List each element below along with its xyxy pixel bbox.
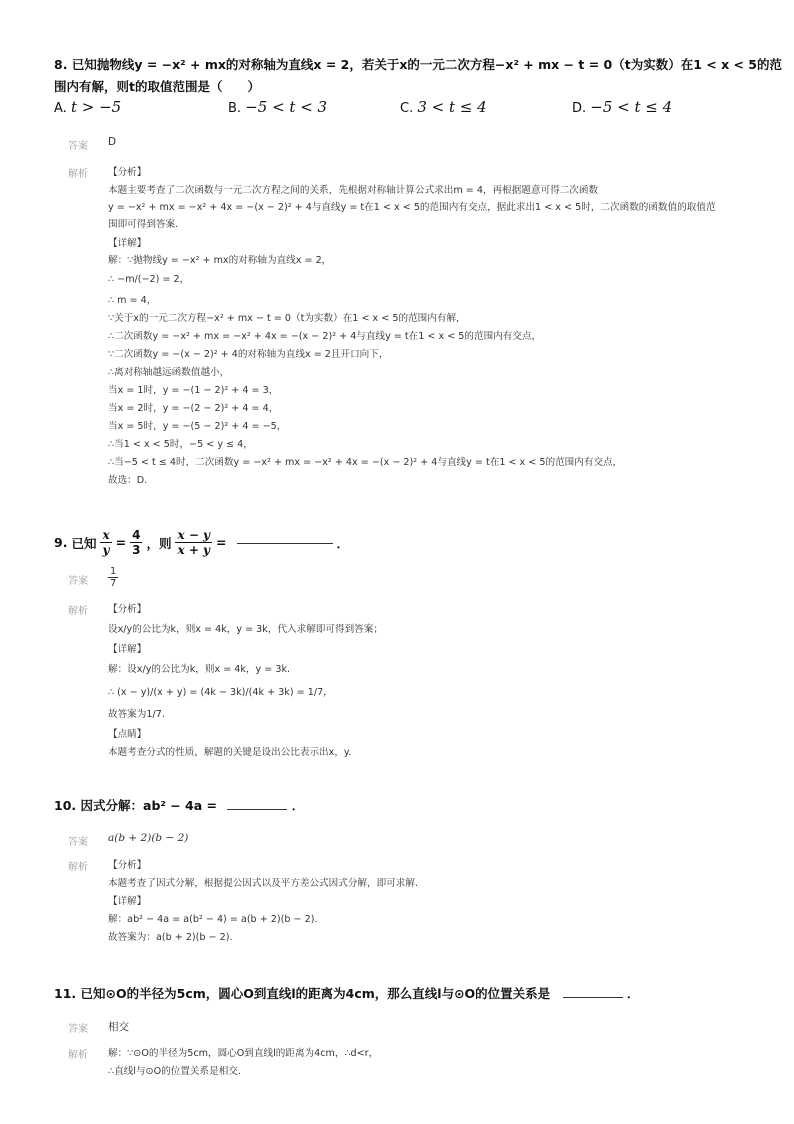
q10-solution-line: 解：ab² − 4a = a(b² − 4) = a(b + 2)(b − 2). (108, 914, 318, 925)
q9-number: 9. (54, 535, 68, 550)
q8-stem-text-1: 已知抛物线y = −x² + mx的对称轴为直线x = 2，若关于x的一元二次方程−x² + mx − t = 0（t为实数）在1 < x < 5的范 (71, 57, 783, 72)
q9-answer-blank (237, 542, 333, 544)
option-label: B. (228, 101, 242, 116)
q8-option-b (228, 98, 327, 116)
option-label: C. (400, 101, 414, 116)
q9-analysis-tag: 解析 (68, 606, 88, 617)
option-label: D. (572, 101, 587, 116)
q11-answer-blank (563, 996, 623, 998)
q9-solution-line: 本题考查分式的性质，解题的关键是设出公比表示出x，y. (108, 747, 352, 758)
q8-solution-line: ∴ −m/(−2) = 2， (108, 274, 190, 285)
q8-solution-line: ∴ m = 4， (108, 295, 157, 306)
q11-solution-line: 解：∵⊙O的半径为5cm，圆心O到直线l的距离为4cm，∴d<r， (108, 1048, 379, 1059)
option-text: −5 < t < 3 (245, 98, 328, 116)
q10-answer-tag: 答案 (68, 837, 88, 848)
q8-stem-line1 (54, 55, 782, 73)
q8-solution-line: y = −x² + mx = −x² + 4x = −(x − 2)² + 4与直线y = t在1 < x < 5的范围内有交点，据此求出1 < x < 5时，二次函数的函数值的取值范 (108, 202, 716, 213)
q8-solution-line: ∴当1 < x < 5时，−5 < y ≤ 4， (108, 439, 253, 450)
q9-stem-end: ． (336, 535, 350, 551)
q9-stem-mid: ，则 (146, 535, 172, 551)
q8-option-c (400, 98, 487, 116)
q9-fraction-target (175, 528, 212, 557)
q9-solution-line: 故答案为1/7. (108, 709, 165, 720)
q8-solution-line: 【分析】 (108, 167, 147, 178)
fraction-denominator: 7 (110, 578, 117, 589)
q8-option-a (54, 98, 121, 116)
q10-analysis-tag: 解析 (68, 862, 88, 873)
q9-fraction-x-over-y (100, 528, 111, 557)
fraction-numerator: x (102, 528, 110, 542)
fraction-numerator: 1 (110, 566, 117, 577)
q10-stem (54, 796, 304, 814)
q8-stem-line2: 围内有解，则t的取值范围是（ ） (54, 79, 260, 94)
q10-solution-line: 故答案为：a(b + 2)(b − 2). (108, 932, 233, 943)
option-text: 3 < t ≤ 4 (417, 98, 487, 116)
q11-stem-text: 已知⊙O的半径为5cm，圆心O到直线l的距离为4cm，那么直线l与⊙O的位置关系是 (80, 986, 551, 1001)
equals-sign: = (115, 535, 127, 550)
q8-solution-line: 当x = 2时，y = −(2 − 2)² + 4 = 4， (108, 403, 279, 414)
q8-answer-tag: 答案 (68, 141, 88, 152)
q8-solution-line: 解：∵抛物线y = −x² + mx的对称轴为直线x = 2， (108, 255, 332, 266)
fraction-numerator: 4 (132, 528, 141, 542)
fraction-denominator: x + y (177, 543, 211, 557)
option-text: t > −5 (70, 98, 122, 116)
q10-number: 10. (54, 798, 77, 813)
q8-solution-line: ∵关于x的一元二次方程−x² + mx − t = 0（t为实数）在1 < x < 5的范围内有解， (108, 313, 466, 324)
q9-answer (108, 566, 118, 589)
q10-stem-end: ． (291, 798, 305, 813)
q9-answer-tag: 答案 (68, 576, 88, 587)
option-label: A. (54, 101, 67, 116)
fraction-denominator: 3 (132, 543, 141, 557)
q8-solution-line: 故选：D. (108, 475, 148, 486)
fraction-denominator: y (102, 543, 110, 557)
q10-solution-line: 本题考查了因式分解，根据提公因式以及平方差公式因式分解，即可求解. (108, 878, 419, 889)
q8-solution-line: ∴离对称轴越远函数值越小， (108, 367, 230, 378)
q11-analysis-tag: 解析 (68, 1050, 88, 1061)
q8-answer: D (108, 136, 117, 148)
q8-solution-line: ∵二次函数y = −(x − 2)² + 4的对称轴为直线x = 2且开口向下， (108, 349, 389, 360)
q9-solution-line: 解：设x/y的公比为k，则x = 4k，y = 3k. (108, 664, 291, 675)
fraction-numerator: x − y (177, 528, 211, 542)
q8-solution-line: 当x = 1时，y = −(1 − 2)² + 4 = 3， (108, 385, 279, 396)
q11-solution-line: ∴直线l与⊙O的位置关系是相交. (108, 1066, 241, 1077)
q8-solution-line: 【详解】 (108, 238, 147, 249)
q10-stem-text: 因式分解：ab² − 4a = (80, 798, 218, 813)
q11-answer: 相交 (108, 1021, 129, 1033)
q8-solution-line: ∴二次函数y = −x² + mx = −x² + 4x = −(x − 2)² + 4与直线y = t在1 < x < 5的范围内有交点， (108, 331, 542, 342)
q11-stem-end: ． (626, 986, 640, 1001)
q11-stem (54, 984, 639, 1002)
q9-solution-line: ∴ (x − y)/(x + y) = (4k − 3k)/(4k + 3k) = 1/7， (108, 687, 333, 698)
q10-solution-line: 【分析】 (108, 860, 147, 871)
q10-solution-line: 【详解】 (108, 896, 147, 907)
q9-stem (54, 528, 349, 557)
q9-solution-line: 【分析】 (108, 604, 147, 615)
q11-answer-tag: 答案 (68, 1024, 88, 1035)
q8-solution-line: 当x = 5时，y = −(5 − 2)² + 4 = −5， (108, 421, 287, 432)
equals-sign: = (216, 535, 227, 550)
q8-option-d (572, 98, 672, 116)
q8-number: 8. (54, 57, 68, 72)
q9-solution-line: 设x/y的公比为k，则x = 4k，y = 3k，代入求解即可得到答案； (108, 624, 383, 635)
q8-solution-line: ∴当−5 < t ≤ 4时，二次函数y = −x² + mx = −x² + 4x = −(x − 2)² + 4与直线y = t在1 < x < 5的范围内有交点， (108, 457, 623, 468)
q10-answer-blank (227, 808, 287, 810)
q9-solution-line: 【详解】 (108, 644, 147, 655)
q9-stem-pre: 已知 (71, 535, 97, 551)
option-text: −5 < t ≤ 4 (590, 98, 673, 116)
q8-analysis-tag: 解析 (68, 169, 88, 180)
q9-solution-line: 【点睛】 (108, 729, 147, 740)
q9-fraction-4-over-3 (130, 528, 142, 557)
q11-number: 11. (54, 986, 77, 1001)
q8-solution-line: 围即可得到答案. (108, 219, 179, 230)
q8-solution-line: 本题主要考查了二次函数与一元二次方程之间的关系，先根据对称轴计算公式求出m = 4，再根据题意可得二次函数 (108, 185, 599, 196)
q10-answer: a(b + 2)(b − 2) (108, 832, 189, 844)
